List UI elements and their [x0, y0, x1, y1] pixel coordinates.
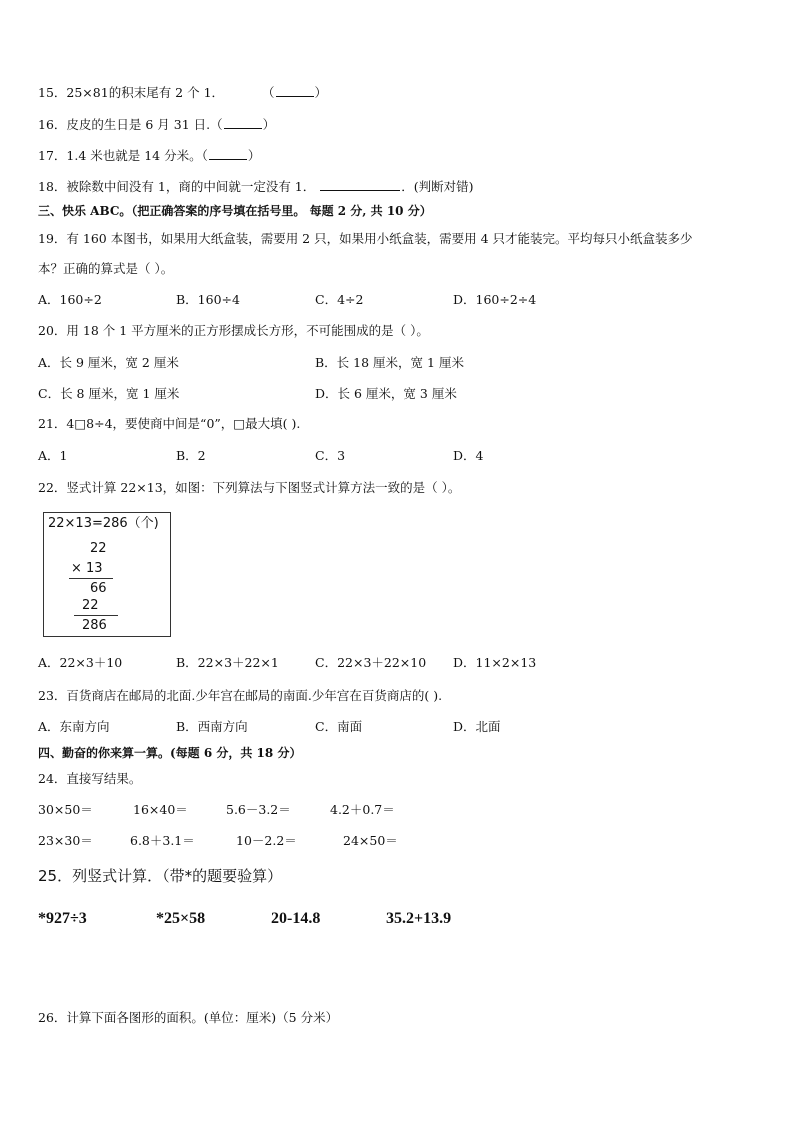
q23-option-a[interactable]: A．东南方向	[38, 719, 110, 734]
question-18	[38, 178, 474, 195]
q22-option-a[interactable]: A．22×3＋10	[38, 655, 123, 670]
figure-title: 22×13=286（个)	[48, 516, 159, 531]
q24-item: 4.2＋0.7＝	[330, 802, 395, 817]
figure-multiplier: × 13	[71, 561, 103, 576]
q20-option-b[interactable]: B．长 18 厘米，宽 1 厘米	[315, 355, 464, 370]
q24-item: 6.8＋3.1＝	[130, 833, 195, 848]
q19-option-d[interactable]: D．160÷2÷4	[453, 292, 537, 307]
question-17-text: 17．1.4 米也就是 14 分米。（	[38, 148, 208, 163]
question-21: 21．4□8÷4，要使商中间是“0”，□最大填( ).	[38, 416, 301, 431]
q21-option-b[interactable]: B．2	[176, 448, 206, 463]
q24-item: 24×50＝	[343, 833, 398, 848]
question-25: 25．列竖式计算．（带*的题要验算）	[38, 867, 283, 885]
q25-item: *25×58	[156, 910, 206, 927]
answer-blank[interactable]	[320, 178, 400, 191]
section-4-heading: 四、勤奋的你来算一算。(每题 6 分，共 18 分）	[38, 746, 302, 760]
q21-option-c[interactable]: C．3	[315, 448, 346, 463]
answer-blank[interactable]	[224, 116, 262, 129]
question-19-line1: 19．有 160 本图书，如果用大纸盒装，需要用 2 只，如果用小纸盒装，需要用 4 只才能装完。平均每只小纸盒装多少	[38, 231, 693, 246]
q19-option-c[interactable]: C．4÷2	[315, 292, 364, 307]
figure-partial-1: 66	[90, 581, 107, 596]
q23-option-b[interactable]: B．西南方向	[176, 719, 248, 734]
section-3-heading: 三、快乐 ABC。（把正确答案的序号填在括号里。 每题 2 分, 共 10 分）	[38, 204, 432, 218]
q24-item: 16×40＝	[133, 802, 188, 817]
question-15: 15．25×81的积末尾有 2 个 1． （ ）	[38, 85, 328, 100]
q22-option-b[interactable]: B．22×3＋22×1	[176, 655, 279, 670]
question-16: 16．皮皮的生日是 6 月 31 日.（ ）	[38, 117, 276, 132]
q21-option-a[interactable]: A．1	[38, 448, 68, 463]
q22-option-c[interactable]: C．22×3＋22×10	[315, 655, 427, 670]
q20-option-d[interactable]: D．长 6 厘米，宽 3 厘米	[315, 386, 457, 401]
q23-option-c[interactable]: C．南面	[315, 719, 363, 734]
question-20: 20．用 18 个 1 平方厘米的正方形摆成长方形，不可能围成的是（ ）。	[38, 323, 429, 338]
q24-item: 23×30＝	[38, 833, 93, 848]
q19-option-b[interactable]: B．160÷4	[176, 292, 240, 307]
question-15-text: 15．25×81的积末尾有 2 个 1．	[38, 85, 225, 100]
figure-multiplicand: 22	[90, 541, 107, 556]
question-22: 22．竖式计算 22×13，如图：下列算法与下图竖式计算方法一致的是（ ）。	[38, 480, 461, 495]
q25-item: *927÷3	[38, 910, 87, 927]
question-19-line2: 本？正确的算式是（ ）。	[38, 261, 174, 276]
question-26: 26．计算下面各图形的面积。(单位：厘米)（5 分米）	[38, 1010, 339, 1025]
q24-item: 30×50＝	[38, 802, 93, 817]
q22-option-d[interactable]: D．11×2×13	[453, 655, 537, 670]
question-23: 23．百货商店在邮局的北面.少年宫在邮局的南面.少年宫在百货商店的( ).	[38, 688, 443, 703]
q25-item: 20-14.8	[271, 910, 321, 927]
question-17: 17．1.4 米也就是 14 分米。（ ）	[38, 148, 261, 163]
q20-option-a[interactable]: A．长 9 厘米，宽 2 厘米	[38, 355, 179, 370]
q24-item: 10－2.2＝	[236, 833, 297, 848]
figure-product: 286	[82, 618, 107, 633]
vertical-calculation-figure	[43, 512, 171, 637]
q20-option-c[interactable]: C．长 8 厘米，宽 1 厘米	[38, 386, 180, 401]
figure-rule	[74, 615, 118, 616]
q25-item: 35.2+13.9	[386, 910, 452, 927]
answer-blank[interactable]	[209, 147, 247, 160]
q19-option-a[interactable]: A．160÷2	[38, 292, 102, 307]
question-18-text: 18．被除数中间没有 1，商的中间就一定没有 1．	[38, 179, 316, 194]
question-16-text: 16．皮皮的生日是 6 月 31 日.（	[38, 117, 223, 132]
question-18-tail: ．(判断对错)	[401, 179, 474, 194]
q21-option-d[interactable]: D．4	[453, 448, 484, 463]
question-24: 24．直接写结果。	[38, 771, 142, 786]
answer-blank[interactable]	[276, 84, 314, 97]
figure-rule	[69, 578, 113, 579]
q24-item: 5.6－3.2＝	[226, 802, 291, 817]
figure-partial-2: 22	[82, 598, 99, 613]
q23-option-d[interactable]: D．北面	[453, 719, 501, 734]
